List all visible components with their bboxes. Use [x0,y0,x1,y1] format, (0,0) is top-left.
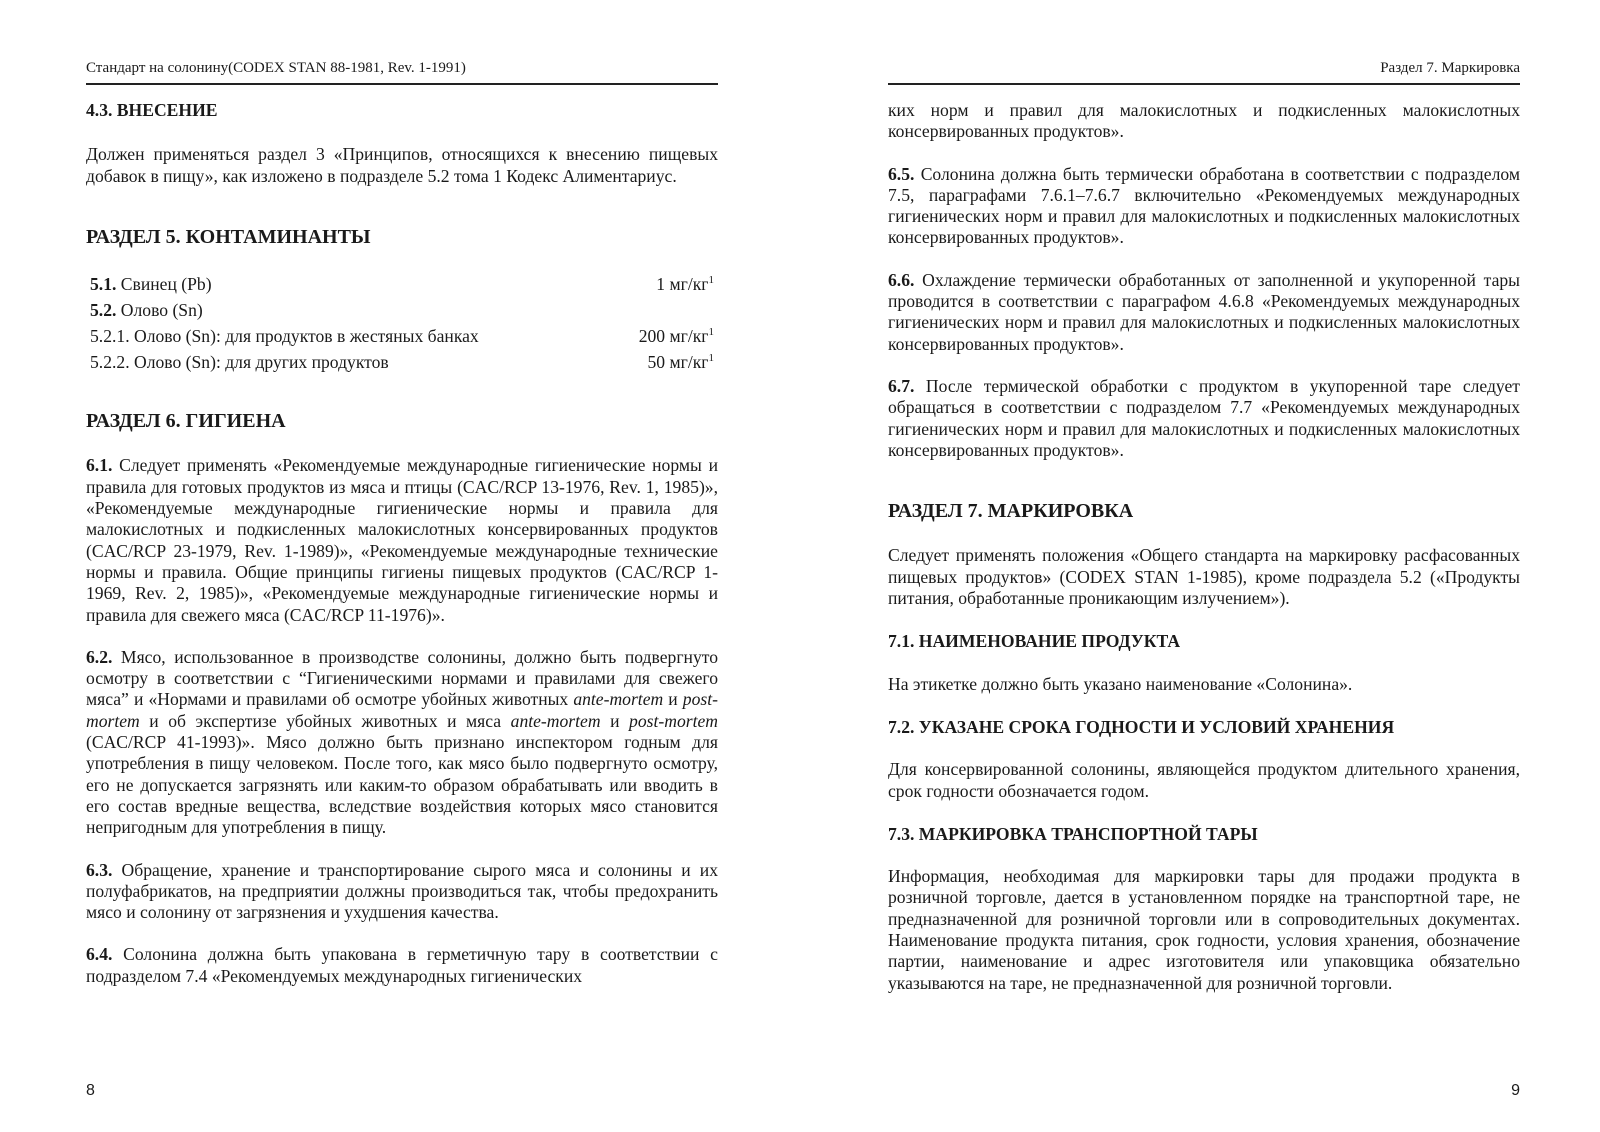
paragraph-text: Солонина должна быть упакована в герметичную тару в соответствии с подразделом 7.4 «Рекомендуемых международных гигиенических [86,944,718,986]
header-rule [888,83,1520,85]
page-number: 9 [1511,1082,1520,1099]
latin-term: ante-mortem [573,689,664,710]
paragraph-text: Охлаждение термически обработанных от заполненной и укупоренной тары проводится в соответствии с параграфом 4.6.8 «Рекомендуемых международных гигиенических норм и правил для малокислотных и подкисленных малокислотных консервированных продуктов». [888,269,1520,354]
contaminant-row [86,271,718,297]
contaminant-label: Олово (Sn) [116,299,203,320]
paragraph-6-3 [86,860,718,924]
section-7-2-text: Для консервированной солонины, являющейся продуктом длительного хранения, срок годности обозначается годом. [888,759,1520,801]
paragraph-6-4 [86,944,718,987]
paragraph-number: 6.3. [86,859,113,880]
latin-term: post-mortem [629,710,718,731]
contaminant-row [86,297,718,323]
paragraph-number: 6.5. [888,163,915,184]
contaminant-num: 5.1. [90,273,117,294]
paragraph-text: После термической обработки с продуктом в укупоренной таре следует обращаться в соответствии с подразделом 7.7 «Рекомендуемых международных гигиенических норм и правил для малокислотных и подкисленных малокислотных консервированных продуктов». [888,375,1520,460]
section-7-3-title: 7.3. МАРКИРОВКА ТРАНСПОРТНОЙ ТАРЫ [888,823,1258,844]
left-page-body [86,100,718,987]
paragraph-number: 6.2. [86,646,113,667]
paragraph-number: 6.6. [888,269,915,290]
paragraph-6-5 [888,164,1520,249]
section-7-1-title: 7.1. НАИМЕНОВАНИЕ ПРОДУКТА [888,631,1181,652]
left-page [86,0,718,1132]
section-7-2-title: 7.2. УКАЗАНЕ СРОКА ГОДНОСТИ И УСЛОВИЙ ХРАНЕНИЯ [888,716,1395,737]
paragraph-text: Солонина должна быть термически обработана в соответствии с подразделом 7.5, параграфами 7.6.1–7.6.7 включительно «Рекомендуемых международных гигиенических норм и правил для малокислотных и подкисленных малокислотных консервированных продуктов». [888,163,1520,248]
section-4-3-title: 4.3. ВНЕСЕНИЕ [86,100,218,120]
paragraph-6-2 [86,647,718,839]
continued-paragraph: ких норм и правил для малокислотных и подкисленных малокислотных консервированных продуктов». [888,100,1520,142]
contaminant-row [86,323,718,349]
paragraph-6-7 [888,376,1520,461]
paragraph-text: Обращение, хранение и транспортирование сырого мяса и солонины и их полуфабрикатов, на предприятии должны производиться так, чтобы предохранить мясо и солонину от загрязнения и ухудшения качества. [86,859,718,923]
contaminant-limit: 50 мг/кг [647,351,709,372]
section-4-3-text: Должен применяться раздел 3 «Принципов, относящихся к внесению пищевых добавок в пищу», как изложено в подразделе 5.2 тома 1 Кодекс Алиментариус. [86,144,718,186]
paragraph-number: 6.4. [86,944,113,965]
contaminant-limit: 1 мг/кг [656,273,709,294]
latin-term: post-mortem [86,689,718,731]
paragraph-text: и [663,689,683,710]
section-7-3-text: Информация, необходимая для маркировки тары для продажи продукта в розничной торговле, дается в установленном порядке на транспортной таре, не предназначенной для розничной торговли или в сопроводительных документах. Наименование продукта питания, срок годности, условия хранения, обозначение партии, наименование и адрес изготовителя или упаковщика обязательно указываются на таре, не предназначенной для розничной торговли. [888,866,1520,993]
running-header: Раздел 7. Маркировка [1380,60,1520,76]
header-rule [86,83,718,85]
section-6-title: РАЗДЕЛ 6. ГИГИЕНА [86,410,286,433]
paragraph-text: (CAC/RCP 41-1993)». Мясо должно быть признано инспектором годным для употребления в пищу человеком. После того, как мясо было подвергнуто осмотру, его не допускается загрязнять или каким-то образом обрабатывать или вводить в его состав вредные вещества, вследствие воздействия которых мясо становится непригодным для употребления в пищу. [86,732,718,838]
right-page [888,0,1520,1132]
contaminants-table [86,271,718,375]
page-number: 8 [86,1082,95,1099]
paragraph-text: и об экспертизе убойных животных и мяса [139,710,511,731]
paragraph-6-1 [86,455,718,625]
paragraph-number: 6.7. [888,375,915,396]
contaminant-num: 5.2. [90,299,117,320]
contaminant-label: 5.2.2. Олово (Sn): для других продуктов [90,351,389,372]
footnote-ref: 1 [708,325,714,338]
contaminant-label: 5.2.1. Олово (Sn): для продуктов в жестяных банках [90,325,479,346]
section-5-title: РАЗДЕЛ 5. КОНТАМИНАНТЫ [86,225,371,248]
latin-term: ante-mortem [510,710,601,731]
section-7-1-text: На этикетке должно быть указано наименование «Солонина». [888,673,1353,694]
footnote-ref: 1 [708,351,714,364]
running-header: Стандарт на солонину(CODEX STAN 88-1981, Rev. 1-1991) [86,60,466,76]
contaminant-limit: 200 мг/кг [638,325,709,346]
paragraph-6-6 [888,270,1520,355]
paragraph-text: Следует применять «Рекомендуемые международные гигиенические нормы и правила для готовых продуктов из мяса и птицы (CAC/RCP 13-1976, Rev. 1, 1985)», «Рекомендуемые международные гигиенические нормы и правила для малокислотных и подкисленных малокислотных консервированных продуктов (CAC/RCP 23-1979, Rev. 1-1989)», «Рекомендуемые международные технические нормы и правила. Общие принципы гигиены пищевых продуктов (CAC/RCP 1-1969, Rev. 2, 1985)», «Рекомендуемые международные гигиенические нормы и правила для свежего мяса (CAC/RCP 11-1976)». [86,455,718,625]
right-page-body [888,100,1520,994]
contaminant-row [86,349,718,375]
paragraph-text: Мясо, использованное в производстве солонины, должно быть подвергнуто осмотру в соответствии с “Гигиеническими нормами и правилами для свежего мяса” и «Нормами и правилами об осмотре убойных животных [86,646,718,710]
footnote-ref: 1 [708,273,714,286]
paragraph-number: 6.1. [86,455,113,476]
paragraph-text: и [600,710,630,731]
contaminant-label: Свинец (Pb) [116,273,212,294]
section-7-text: Следует применять положения «Общего стандарта на маркировку расфасованных пищевых продуктов» (CODEX STAN 1-1985), кроме подраздела 5.2 («Продукты питания, обработанные проникающим излучением»). [888,545,1520,609]
section-7-title: РАЗДЕЛ 7. МАРКИРОВКА [888,500,1134,523]
